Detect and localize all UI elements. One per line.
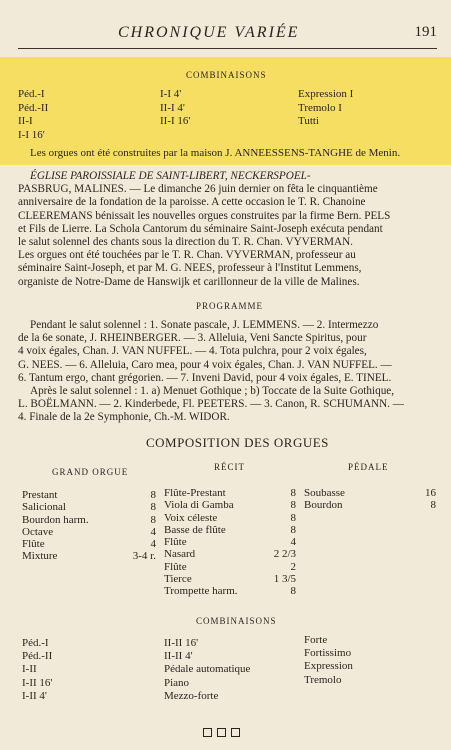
stop-name: Salicional bbox=[22, 501, 66, 514]
programme-line: de la 6e sonate, J. RHEINBERGER. — 3. Alleluia, Veni Sancte Spiritus, pour bbox=[18, 332, 367, 345]
stop-name: Prestant bbox=[22, 489, 58, 501]
stop-name: Soubasse bbox=[304, 487, 345, 499]
stop-value: 8 bbox=[150, 513, 156, 526]
list-item: Forte bbox=[304, 634, 328, 646]
bottom-combinaisons-col3 bbox=[304, 634, 353, 687]
stop-name: Mixture bbox=[22, 550, 58, 563]
stop-value: 8 bbox=[430, 499, 436, 512]
programme-line: 6. Tantum ergo, chant grégorien. — 7. Inveni David, pour 4 voix égales, E. TINEL. bbox=[18, 371, 392, 384]
page-number: 191 bbox=[414, 24, 437, 40]
stop-value: 1 3/5 bbox=[273, 573, 296, 586]
recit-heading: RÉCIT bbox=[214, 462, 245, 472]
list-item: Péd.-II bbox=[18, 101, 49, 114]
stop-value: 8 bbox=[290, 511, 296, 524]
list-item: Mezzo-forte bbox=[164, 689, 219, 702]
list-item: Tremolo I bbox=[298, 101, 342, 114]
top-combinaisons-col2 bbox=[160, 88, 190, 129]
list-item: Expression bbox=[304, 660, 353, 673]
stop-value: 8 bbox=[290, 523, 296, 536]
programme-line: 4 voix égales, Chan. J. VAN NUFFEL. — 4. Tota pulchra, pour 2 voix égales, bbox=[18, 345, 367, 358]
article-line: et Fils de Lierre. La Schola Cantorum du séminaire Saint-Joseph exécuta pendant bbox=[18, 222, 383, 235]
list-item: I-II 4' bbox=[22, 689, 47, 702]
stop-name: Tierce bbox=[164, 573, 192, 586]
stop-name: Octave bbox=[22, 525, 54, 538]
list-item: Péd.-I bbox=[18, 88, 45, 100]
article-line: organiste de Notre-Dame de Hanswijk et carillonneur de la ville de Malines. bbox=[18, 275, 360, 288]
programme-heading: PROGRAMME bbox=[196, 301, 264, 311]
bottom-combinaisons-col1 bbox=[22, 637, 52, 703]
article-line: le salut solennel des chants sous la direction du T. R. Chan. VYVERMAN. bbox=[18, 236, 353, 249]
list-item: I-II 16' bbox=[22, 676, 53, 689]
article-line: PASBRUG, MALINES. — Le dimanche 26 juin dernier on fêta le cinquantième bbox=[18, 183, 378, 196]
programme-paragraph bbox=[18, 319, 438, 425]
ornament-squares bbox=[203, 724, 245, 742]
bottom-combinaisons-col2 bbox=[164, 637, 250, 703]
recit-names bbox=[164, 487, 238, 598]
stop-value: 8 bbox=[290, 585, 296, 598]
article-line: CLEEREMANS bénissait les nouvelles orgues construites par la firme Bern. PELS bbox=[18, 209, 391, 222]
stop-value: 2 2/3 bbox=[273, 548, 296, 561]
stop-value: 8 bbox=[290, 487, 296, 499]
list-item: Expression I bbox=[298, 88, 354, 100]
stop-value: 4 bbox=[150, 525, 156, 538]
stop-name: Viola di Gamba bbox=[164, 499, 234, 512]
running-title: CHRONIQUE VARIÉE bbox=[118, 24, 300, 41]
builder-note: Les orgues ont été construites par la maison J. ANNEESSENS-TANGHE de Menin. bbox=[30, 147, 401, 159]
article-line: ÉGLISE PAROISSIALE DE SAINT-LIBERT, NECKERSPOEL- bbox=[30, 170, 311, 182]
article-line: anniversaire de la fondation de la paroisse. A cette occasion le T. R. Chanoine bbox=[18, 196, 366, 209]
stop-name: Flûte-Prestant bbox=[164, 487, 226, 499]
list-item: Péd.-II bbox=[22, 650, 53, 663]
list-item: Piano bbox=[164, 676, 190, 689]
list-item: Tremolo bbox=[304, 673, 342, 686]
stop-value: 8 bbox=[150, 501, 156, 514]
stop-name: Basse de flûte bbox=[164, 523, 226, 536]
bottom-combinaisons-heading: COMBINAISONS bbox=[196, 616, 277, 626]
list-item: II-I bbox=[18, 115, 33, 127]
pedale-heading: PÉDALE bbox=[348, 462, 389, 472]
stop-name: Flûte bbox=[164, 560, 187, 573]
pedale-names bbox=[304, 487, 345, 512]
recit-values bbox=[256, 487, 296, 598]
stop-name: Bourdon harm. bbox=[22, 513, 89, 526]
pedale-values bbox=[404, 487, 436, 512]
square-ornament-icon bbox=[231, 728, 240, 737]
programme-line: G. NEES. — 6. Alleluia, Caro mea, pour 4 voix égales, Chan. J. VAN NUFFEL. — bbox=[18, 358, 392, 371]
stop-value: 16 bbox=[425, 487, 436, 499]
list-item: Tutti bbox=[298, 115, 320, 127]
programme-line: Pendant le salut solennel : 1. Sonate pascale, J. LEMMENS. — 2. Intermezzo bbox=[30, 319, 379, 331]
list-item: II-II 4' bbox=[164, 650, 193, 663]
list-item: II-I 16' bbox=[160, 115, 191, 127]
stop-value: 4 bbox=[290, 536, 296, 549]
stop-name: Flûte bbox=[164, 536, 187, 549]
list-item: I-I 16' bbox=[18, 128, 45, 141]
grand-orgue-heading: GRAND ORGUE bbox=[52, 467, 129, 477]
top-combinaisons-col1 bbox=[18, 88, 48, 142]
article-paragraph bbox=[18, 170, 438, 289]
stop-value: 4 bbox=[150, 538, 156, 551]
list-item: II-I 4' bbox=[160, 101, 185, 114]
list-item: Pédale automatique bbox=[164, 663, 251, 676]
stop-value: 2 bbox=[290, 560, 296, 573]
list-item: II-II 16' bbox=[164, 637, 199, 649]
list-item: Fortissimo bbox=[304, 647, 352, 660]
square-ornament-icon bbox=[217, 728, 226, 737]
list-item: I-II bbox=[22, 663, 37, 676]
article-line: séminaire Saint-Joseph, et par M. G. NEES, professeur à l'Institut Lemmens, bbox=[18, 262, 362, 275]
page-header bbox=[18, 18, 437, 49]
grand-orgue-values bbox=[118, 489, 156, 563]
top-combinaisons-heading: COMBINAISONS bbox=[186, 70, 267, 80]
programme-line: Après le salut solennel : 1. a) Menuet Gothique ; b) Toccate de la Suite Gothique, bbox=[30, 385, 395, 398]
programme-line: 4. Finale de la 2e Symphonie, Ch.-M. WIDOR. bbox=[18, 411, 230, 424]
list-item: Péd.-I bbox=[22, 637, 49, 649]
stop-name: Nasard bbox=[164, 548, 196, 561]
list-item: I-I 4' bbox=[160, 88, 182, 100]
stop-value: 3-4 r. bbox=[132, 550, 156, 563]
programme-line: L. BOËLMANN. — 2. Kinderbede, Fl. PEETERS. — 3. Canon, R. SCHUMANN. — bbox=[18, 398, 404, 411]
stop-name: Trompette harm. bbox=[164, 585, 238, 598]
grand-orgue-names bbox=[22, 489, 89, 563]
square-ornament-icon bbox=[203, 728, 212, 737]
stop-value: 8 bbox=[290, 499, 296, 512]
stop-name: Voix céleste bbox=[164, 511, 218, 524]
stop-value: 8 bbox=[150, 489, 156, 501]
top-combinaisons-col3 bbox=[298, 88, 353, 129]
stop-name: Bourdon bbox=[304, 499, 343, 512]
article-line: Les orgues ont été touchées par le T. R. Chan. VYVERMAN, professeur au bbox=[18, 249, 356, 262]
stop-name: Flûte bbox=[22, 538, 45, 551]
composition-heading: COMPOSITION DES ORGUES bbox=[146, 435, 329, 450]
